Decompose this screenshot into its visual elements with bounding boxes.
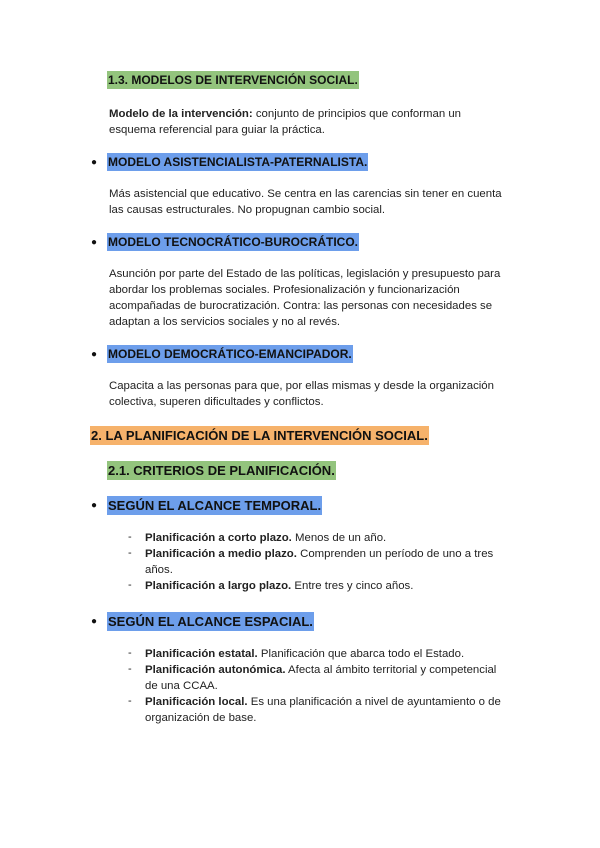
espacial-item-autonomica <box>145 662 496 678</box>
dash-marker: - <box>128 647 132 659</box>
espacial-item-local <box>145 694 501 710</box>
dash-marker: - <box>128 663 132 675</box>
dash-marker: - <box>128 695 132 707</box>
temporal-item-medio-cont: años. <box>145 564 173 576</box>
item-text: Afecta al ámbito territorial y competencial <box>285 664 497 676</box>
model-asistencialista-line: Más asistencial que educativo. Se centra en las carencias sin tener en cuenta <box>109 188 502 200</box>
model-tecnocratico-heading: MODELO TECNOCRÁTICO-BUROCRÁTICO. <box>108 235 358 249</box>
temporal-heading: SEGÚN EL ALCANCE TEMPORAL. <box>108 498 322 513</box>
bullet-icon: ● <box>91 237 98 248</box>
item-text: Entre tres y cinco años. <box>291 580 414 592</box>
intro-definition-line-2: esquema referencial para guiar la práctica. <box>109 124 325 136</box>
item-term: Planificación a corto plazo. <box>145 532 292 544</box>
model-democratico-line: Capacita a las personas para que, por ellas mismas y desde la organización <box>109 380 494 392</box>
intro-definition-line-1 <box>109 106 461 122</box>
model-tecnocratico-line: Asunción por parte del Estado de las políticas, legislación y presupuesto para <box>109 268 501 280</box>
item-term: Planificación autonómica. <box>145 664 286 676</box>
item-text: Comprenden un período de uno a tres <box>296 548 494 560</box>
bullet-icon: ● <box>91 349 98 360</box>
espacial-item-local-cont: organización de base. <box>145 712 257 724</box>
item-text: Menos de un año. <box>291 532 387 544</box>
model-tecnocratico-line: acompañadas de burocratización. Contra: las personas con necesidades se <box>109 300 493 312</box>
item-term: Planificación a medio plazo. <box>145 548 297 560</box>
item-term: Planificación local. <box>145 696 248 708</box>
section-2-1-heading: 2.1. CRITERIOS DE PLANIFICACIÓN. <box>108 463 335 478</box>
model-asistencialista-line: las causas estructurales. No propugnan cambio social. <box>109 204 386 216</box>
section-2-heading: 2. LA PLANIFICACIÓN DE LA INTERVENCIÓN SOCIAL. <box>91 428 428 443</box>
espacial-heading: SEGÚN EL ALCANCE ESPACIAL. <box>108 614 313 629</box>
item-text: Planificación que abarca todo el Estado. <box>257 648 465 660</box>
model-democratico-line: colectiva, superen dificultades y conflictos. <box>109 396 324 408</box>
section-1-3-heading: 1.3. MODELOS DE INTERVENCIÓN SOCIAL. <box>108 73 358 87</box>
dash-marker: - <box>128 579 132 591</box>
dash-marker: - <box>128 547 132 559</box>
temporal-item-medio <box>145 546 493 562</box>
espacial-item-estatal <box>145 646 464 662</box>
intro-text-1: conjunto de principios que conforman un <box>252 108 462 120</box>
item-text: Es una planificación a nivel de ayuntamiento o de <box>247 696 501 708</box>
model-tecnocratico-line: abordar los problemas sociales. Profesionalización y funcionarización <box>109 284 460 296</box>
dash-marker: - <box>128 531 132 543</box>
bullet-icon: ● <box>91 157 98 168</box>
temporal-item-corto <box>145 530 386 546</box>
espacial-item-autonomica-cont: de una CCAA. <box>145 680 218 692</box>
item-term: Planificación a largo plazo. <box>145 580 292 592</box>
model-democratico-heading: MODELO DEMOCRÁTICO-EMANCIPADOR. <box>108 347 352 361</box>
model-asistencialista-heading: MODELO ASISTENCIALISTA-PATERNALISTA. <box>108 155 368 169</box>
bullet-icon: ● <box>91 500 98 511</box>
intro-term: Modelo de la intervención: <box>109 108 253 120</box>
item-term: Planificación estatal. <box>145 648 258 660</box>
temporal-item-largo <box>145 578 413 594</box>
bullet-icon: ● <box>91 616 98 627</box>
model-tecnocratico-line: adaptan a los servicios sociales y no al revés. <box>109 316 341 328</box>
